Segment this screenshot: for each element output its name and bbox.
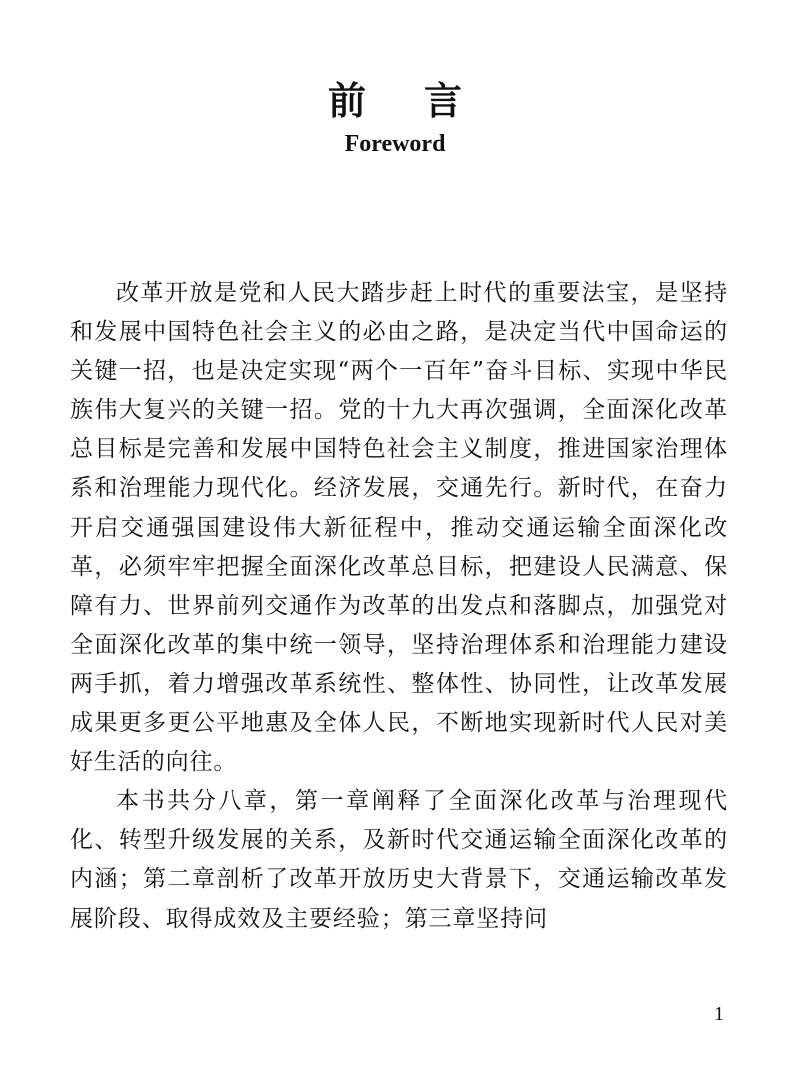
body-text xyxy=(70,274,728,939)
page-number: 1 xyxy=(714,1003,724,1025)
chapter-title-chinese: 前言 xyxy=(327,79,520,123)
paragraph-2: 本书共分八章，第一章阐释了全面深化改革与治理现代化、转型升级发展的关系，及新时代交通运输全面深化改革的内涵；第二章剖析了改革开放历史大背景下，交通运输改革发展阶段、取得成效及主要经验；第三章坚持问 xyxy=(70,788,728,932)
chapter-title-english: Foreword xyxy=(344,131,446,157)
paragraph-1: 改革开放是党和人民大踏步赶上时代的重要法宝，是坚持和发展中国特色社会主义的必由之路，是决定当代中国命运的关键一招，也是决定实现“两个一百年”奋斗目标、实现中华民族伟大复兴的关键一招。党的十九大再次强调，全面深化改革总目标是完善和发展中国特色社会主义制度，推进国家治理体系和治理能力现代化。经济发展，交通先行。新时代，在奋力开启交通强国建设伟大新征程中，推动交通运输全面深化改革，必须牢牢把握全面深化改革总目标，把建设人民满意、保障有力、世界前列交通作为改革的出发点和落脚点，加强党对全面深化改革的集中统一领导，坚持治理体系和治理能力建设两手抓，着力增强改革系统性、整体性、协同性，让改革发展成果更多更公平地惠及全体人民，不断地实现新时代人民对美好生活的向往。 xyxy=(70,280,728,776)
